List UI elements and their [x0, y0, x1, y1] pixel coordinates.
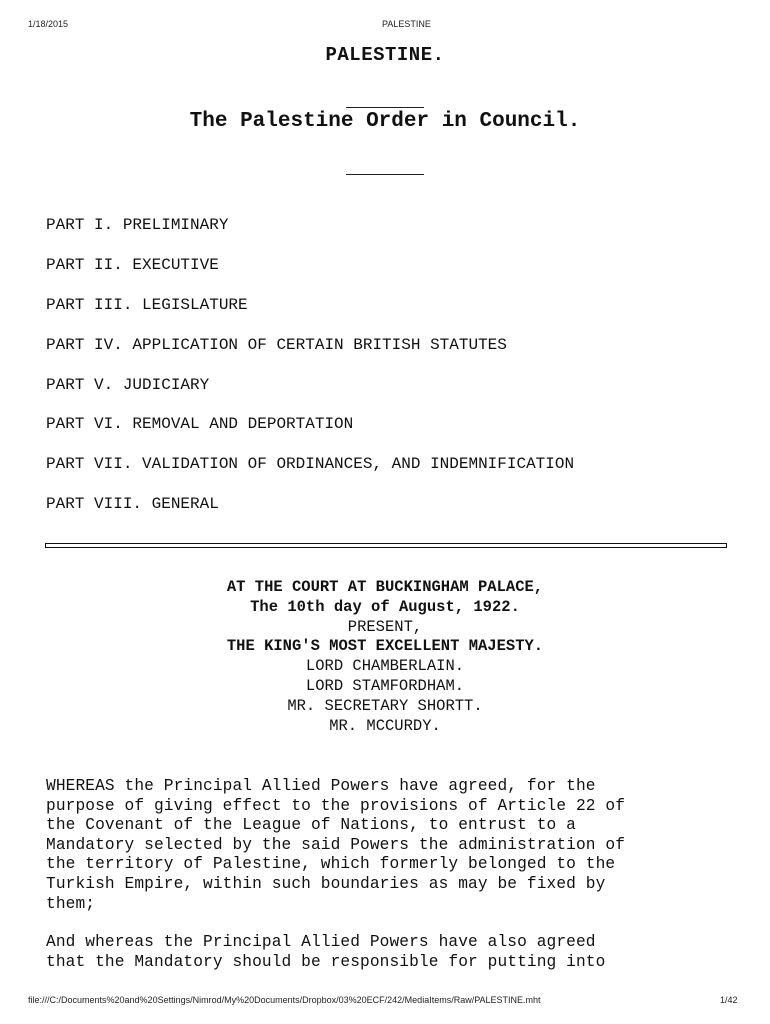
toc-item: PART VI. REMOVAL AND DEPORTATION — [46, 415, 354, 434]
toc-item: PART VII. VALIDATION OF ORDINANCES, AND INDEMNIFICATION — [46, 455, 575, 474]
court-place: AT THE COURT AT BUCKINGHAM PALACE, — [226, 578, 544, 596]
court-majesty: THE KING'S MOST EXCELLENT MAJESTY. — [226, 637, 544, 656]
paragraph-line: Turkish Empire, within such boundaries as may be fixed by — [46, 874, 606, 893]
toc-item: PART III. LEGISLATURE — [46, 295, 248, 314]
court-attendee: MR. SECRETARY SHORTT. — [287, 696, 483, 715]
paragraph-line: the Covenant of the League of Nations, to entrust to a — [46, 816, 576, 835]
paragraph-line: that the Mandatory should be responsible for putting into — [46, 952, 606, 971]
toc-item: PART II. EXECUTIVE — [46, 255, 219, 274]
court-attendee: MR. MCCURDY. — [329, 716, 441, 735]
toc-item: PART IV. APPLICATION OF CERTAIN BRITISH STATUTES — [46, 335, 507, 354]
section-divider — [45, 543, 727, 548]
title-rule-top — [346, 107, 424, 108]
paragraph-line: And whereas the Principal Allied Powers have also agreed — [46, 933, 596, 951]
and-whereas-paragraph — [46, 933, 736, 972]
table-of-contents — [46, 215, 574, 534]
print-footer-path: file:///C:/Documents%20and%20Settings/Nimrod/My%20Documents/Dropbox/03%20ECF/242/MediaItems/Raw/PALESTINE.mht — [28, 995, 541, 1005]
print-header-title: PALESTINE — [382, 19, 431, 29]
court-present: PRESENT, — [347, 617, 423, 636]
paragraph-line: WHEREAS the Principal Allied Powers have agreed, for the — [46, 777, 596, 795]
paragraph-line: the territory of Palestine, which formerly belonged to the — [46, 855, 616, 874]
document-subtitle: The Palestine Order in Council. — [189, 110, 581, 133]
document-title: PALESTINE. — [325, 44, 445, 66]
print-header-date: 1/18/2015 — [28, 19, 69, 29]
whereas-paragraph — [46, 777, 736, 914]
court-date: The 10th day of August, 1922. — [250, 597, 520, 616]
court-attendee: LORD CHAMBERLAIN. — [305, 657, 465, 676]
paragraph-line: Mandatory selected by the said Powers the administration of — [46, 835, 626, 854]
print-footer-page: 1/42 — [720, 995, 738, 1005]
title-rule-bottom — [346, 174, 424, 175]
toc-item: PART VIII. GENERAL — [46, 495, 219, 514]
toc-item: PART I. PRELIMINARY — [46, 216, 229, 234]
court-attendee: LORD STAMFORDHAM. — [305, 676, 465, 695]
paragraph-line: purpose of giving effect to the provisions of Article 22 of — [46, 796, 626, 815]
toc-item: PART V. JUDICIARY — [46, 375, 210, 394]
court-preamble — [0, 578, 770, 736]
paragraph-line: them; — [46, 894, 96, 913]
